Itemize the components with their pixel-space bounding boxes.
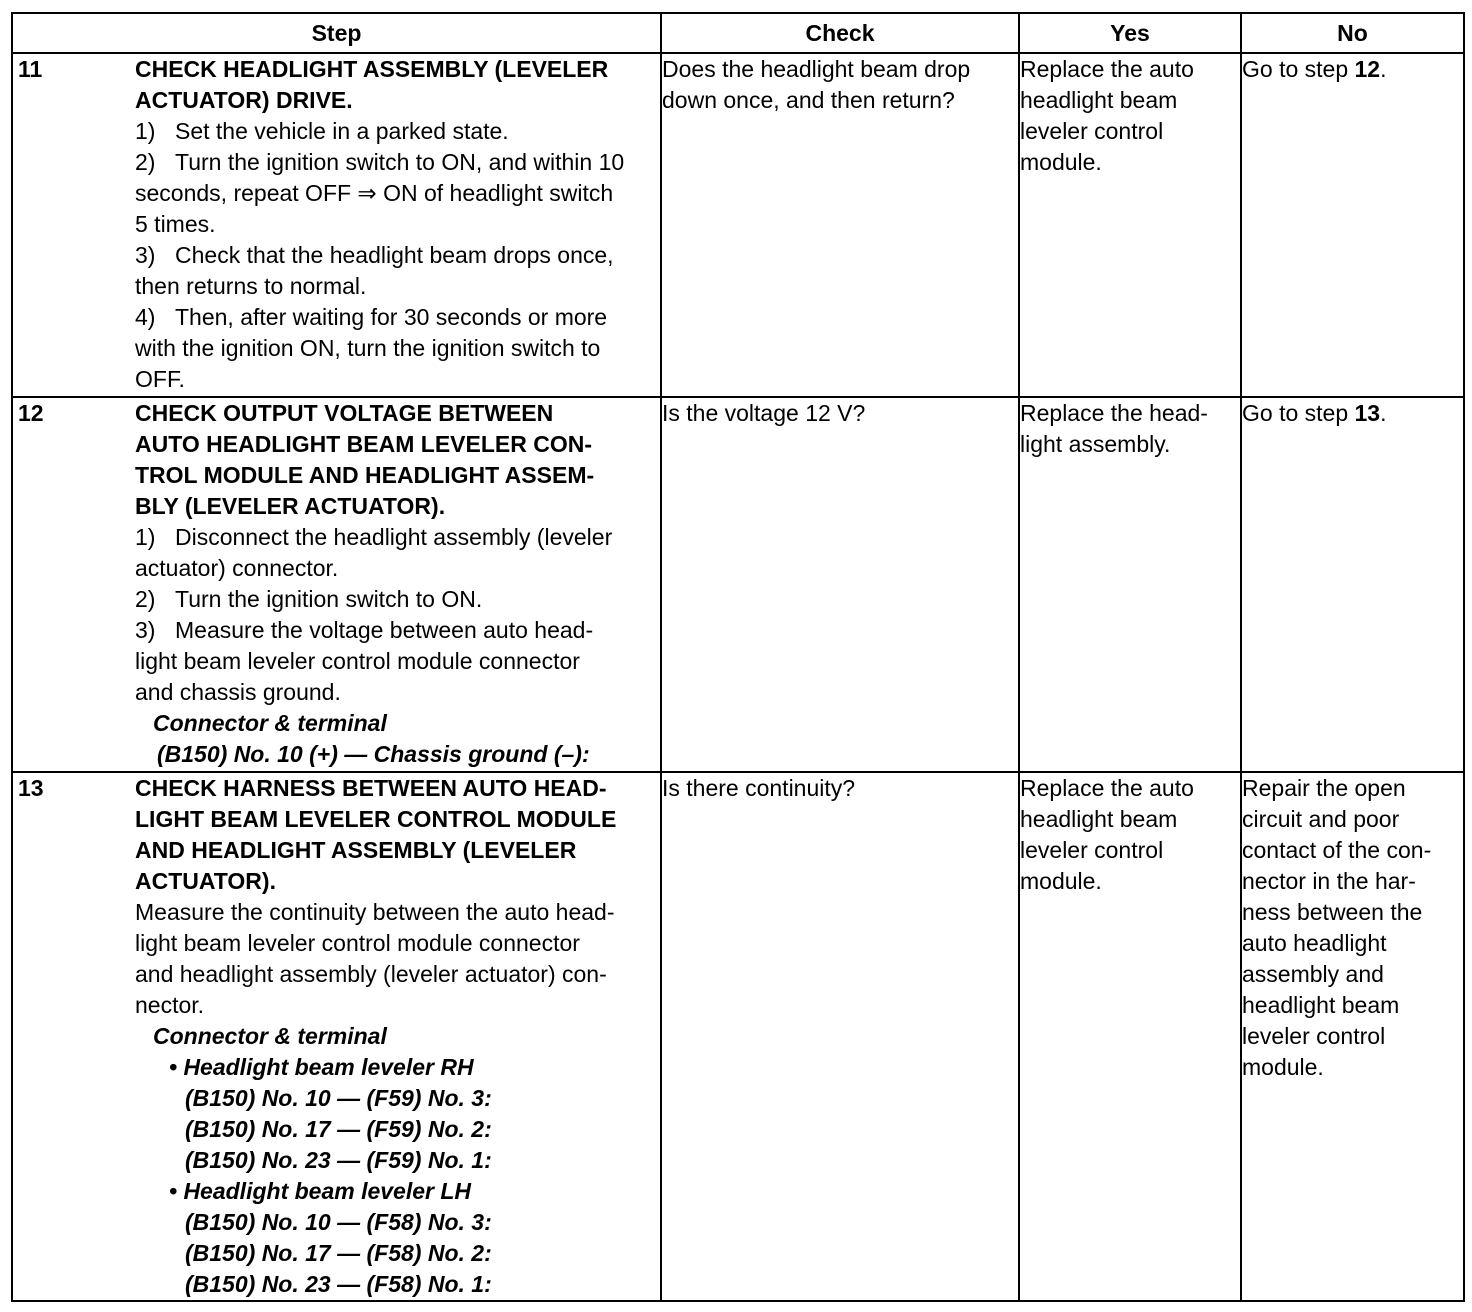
procedure-text: with the ignition ON, turn the ignition switch to (135, 335, 601, 361)
step-number: 13 (18, 775, 44, 801)
procedure-line (135, 147, 652, 178)
procedure-text: Check that the headlight beam drops once, (175, 242, 614, 268)
step-number: 12 (18, 400, 44, 426)
procedure-text: actuator) connector. (135, 555, 339, 581)
no-cell (1241, 397, 1464, 772)
check-text: Is there continuity? (662, 775, 856, 801)
connector-group-label: • Headlight beam leveler RH (169, 1054, 474, 1080)
step-cell (12, 53, 661, 397)
check-cell (661, 772, 1019, 1301)
no-prefix: Go to step (1242, 400, 1355, 426)
procedure-line (135, 240, 652, 271)
connector-terminal-value: (B150) No. 17 — (F59) No. 2: (185, 1116, 492, 1142)
no-prefix: Go to step (1242, 56, 1355, 82)
yes-text: light assembly. (1020, 431, 1171, 457)
check-cell (661, 397, 1019, 772)
step-cell (12, 772, 661, 1301)
procedure-line (135, 584, 652, 615)
header-step: Step (12, 13, 661, 53)
check-cell (661, 53, 1019, 397)
no-text (1242, 398, 1463, 429)
procedure-text: seconds, repeat OFF ⇒ ON of headlight switch (135, 180, 614, 206)
procedure-number: 2) (135, 149, 156, 175)
step-body (135, 54, 652, 395)
header-check: Check (661, 13, 1019, 53)
yes-cell (1019, 53, 1241, 397)
step-title-line: AND HEADLIGHT ASSEMBLY (LEVELER (135, 837, 577, 863)
connector-terminal-value: (B150) No. 10 — (F58) No. 3: (185, 1209, 492, 1235)
procedure-text: Disconnect the headlight assembly (leveler (175, 524, 613, 550)
step-title-line: CHECK HARNESS BETWEEN AUTO HEAD- (135, 775, 607, 801)
yes-text: leveler control (1020, 837, 1164, 863)
connector-terminal-value: (B150) No. 17 — (F58) No. 2: (185, 1240, 492, 1266)
step-title-line: TROL MODULE AND HEADLIGHT ASSEM- (135, 462, 595, 488)
no-text: ness between the (1242, 899, 1423, 925)
procedure-number: 1) (135, 118, 156, 144)
step-title-line: CHECK OUTPUT VOLTAGE BETWEEN (135, 400, 554, 426)
check-text: down once, and then return? (662, 87, 955, 113)
no-text: assembly and (1242, 961, 1384, 987)
no-text: leveler control (1242, 1023, 1386, 1049)
header-row (12, 13, 1464, 53)
step-title-line: LIGHT BEAM LEVELER CONTROL MODULE (135, 806, 617, 832)
no-suffix: . (1380, 400, 1387, 426)
goto-step-number: 13 (1354, 400, 1381, 426)
yes-text: leveler control (1020, 118, 1164, 144)
yes-cell (1019, 397, 1241, 772)
table-row (12, 772, 1464, 1301)
yes-text: Replace the head- (1020, 400, 1208, 426)
procedure-text: light beam leveler control module connector (135, 930, 580, 956)
yes-text: Replace the auto (1020, 775, 1194, 801)
step-number: 11 (18, 56, 43, 82)
procedure-number: 2) (135, 586, 156, 612)
procedure-text: OFF. (135, 366, 185, 392)
no-text: headlight beam (1242, 992, 1400, 1018)
procedure-number: 4) (135, 304, 156, 330)
procedure-number: 3) (135, 617, 156, 643)
no-text: nector in the har- (1242, 868, 1416, 894)
no-text: circuit and poor (1242, 806, 1400, 832)
connector-heading: Connector & terminal (153, 1023, 387, 1049)
procedure-text: and chassis ground. (135, 679, 341, 705)
no-text: auto headlight (1242, 930, 1387, 956)
procedure-number: 3) (135, 242, 156, 268)
procedure-line (135, 522, 652, 553)
procedure-text: Measure the continuity between the auto head- (135, 899, 615, 925)
no-cell (1241, 772, 1464, 1301)
no-suffix: . (1380, 56, 1387, 82)
procedure-text: Measure the voltage between auto head- (175, 617, 594, 643)
no-text: module. (1242, 1054, 1324, 1080)
check-text: Does the headlight beam drop (662, 56, 971, 82)
check-text: Is the voltage 12 V? (662, 400, 866, 426)
step-title-line: AUTO HEADLIGHT BEAM LEVELER CON- (135, 431, 593, 457)
header-no: No (1241, 13, 1464, 53)
procedure-text: 5 times. (135, 211, 216, 237)
connector-terminal-value: (B150) No. 23 — (F59) No. 1: (185, 1147, 492, 1173)
yes-cell (1019, 772, 1241, 1301)
procedure-text: nector. (135, 992, 205, 1018)
procedure-number: 1) (135, 524, 156, 550)
connector-terminal-value: (B150) No. 10 — (F59) No. 3: (185, 1085, 492, 1111)
yes-text: module. (1020, 149, 1102, 175)
table-row (12, 397, 1464, 772)
connector-terminal-value: (B150) No. 10 (+) — Chassis ground (–): (157, 741, 590, 767)
no-text (1242, 54, 1463, 85)
procedure-text: and headlight assembly (leveler actuator) con- (135, 961, 607, 987)
goto-step-number: 12 (1354, 56, 1381, 82)
step-title-line: CHECK HEADLIGHT ASSEMBLY (LEVELER (135, 56, 609, 82)
procedure-line (135, 302, 652, 333)
procedure-text: light beam leveler control module connector (135, 648, 580, 674)
step-title-line: ACTUATOR). (135, 868, 276, 894)
header-yes: Yes (1019, 13, 1241, 53)
connector-heading: Connector & terminal (153, 710, 387, 736)
yes-text: Replace the auto (1020, 56, 1194, 82)
yes-text: headlight beam (1020, 87, 1178, 113)
procedure-text: Then, after waiting for 30 seconds or more (175, 304, 608, 330)
procedure-line (135, 116, 652, 147)
no-text: contact of the con- (1242, 837, 1432, 863)
step-title-line: ACTUATOR) DRIVE. (135, 87, 353, 113)
procedure-line (135, 615, 652, 646)
connector-group-label: • Headlight beam leveler LH (169, 1178, 472, 1204)
yes-text: headlight beam (1020, 806, 1178, 832)
connector-terminal-value: (B150) No. 23 — (F58) No. 1: (185, 1271, 492, 1297)
no-text: Repair the open (1242, 775, 1406, 801)
troubleshooting-table (11, 12, 1465, 1302)
no-cell (1241, 53, 1464, 397)
procedure-text: then returns to normal. (135, 273, 367, 299)
yes-text: module. (1020, 868, 1102, 894)
table-row (12, 53, 1464, 397)
step-title-line: BLY (LEVELER ACTUATOR). (135, 493, 446, 519)
procedure-text: Set the vehicle in a parked state. (175, 118, 509, 144)
procedure-text: Turn the ignition switch to ON, and within 10 (175, 149, 625, 175)
step-body (135, 398, 652, 770)
step-body (135, 773, 652, 1300)
step-cell (12, 397, 661, 772)
procedure-text: Turn the ignition switch to ON. (175, 586, 483, 612)
